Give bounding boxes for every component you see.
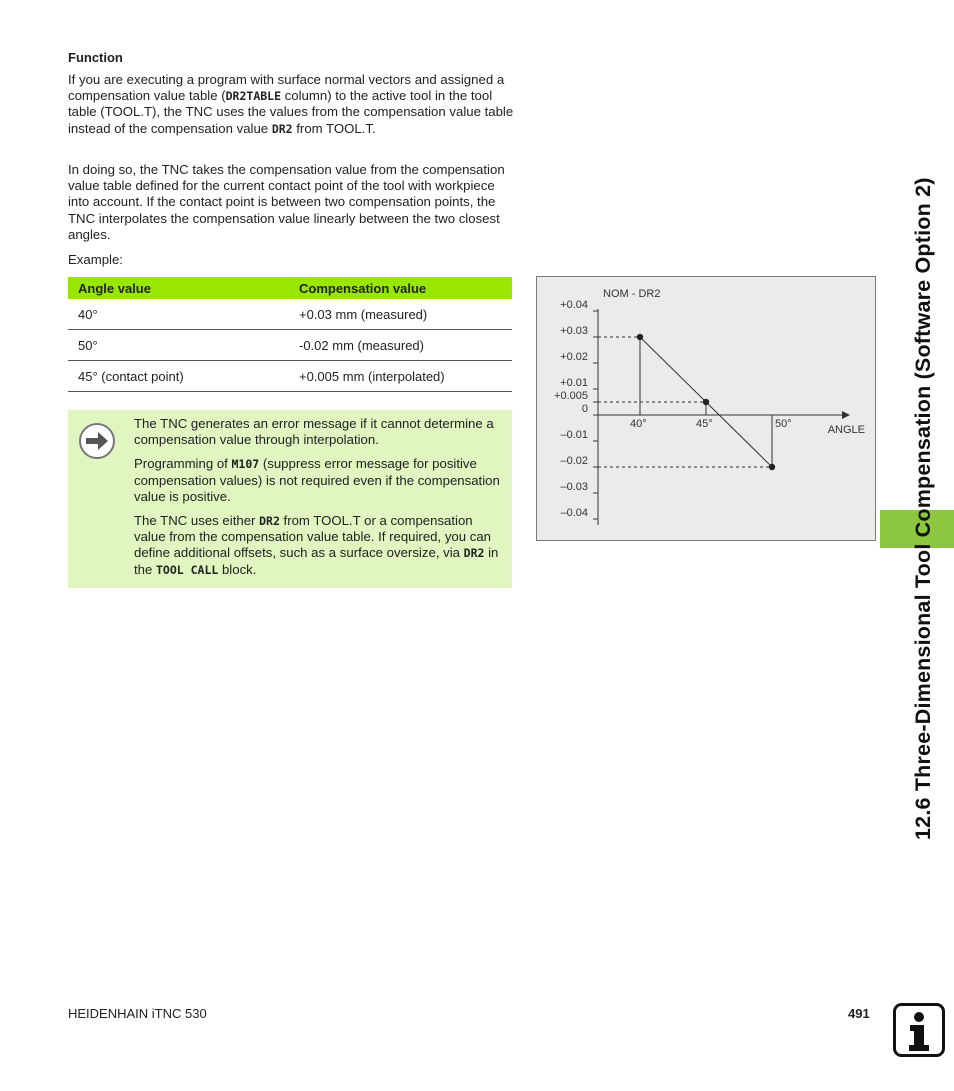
x-tick-label: 45° <box>696 418 713 430</box>
compensation-table <box>68 277 512 392</box>
paragraph-interpolation: In doing so, the TNC takes the compensation value from the compensation value table defined for the current contact point of the tool with workpiece into account. If the contact point is between two compensation points, the TNC interpolates the compensation value linearly between the two closest angles. <box>68 162 505 242</box>
chart-panel <box>536 276 876 541</box>
y-tick-label: –0.03 <box>560 481 588 493</box>
y-tick-label: –0.01 <box>560 429 588 441</box>
code-dr2table: DR2TABLE <box>225 89 282 104</box>
note-text <box>134 416 506 586</box>
y-tick-label: +0.02 <box>560 351 588 363</box>
table-row <box>68 361 512 392</box>
y-tick-label: +0.04 <box>560 299 588 311</box>
y-tick-label: +0.03 <box>560 325 588 337</box>
table-cell: +0.005 mm (interpolated) <box>290 361 512 392</box>
page-number: 491 <box>848 1006 870 1021</box>
table-cell: -0.02 mm (measured) <box>290 330 512 361</box>
x-tick-label: 40° <box>630 418 647 430</box>
column-header-angle: Angle value <box>68 277 290 299</box>
y-tick-label: –0.02 <box>560 455 588 467</box>
table-cell: 45° (contact point) <box>68 361 290 392</box>
note-paragraph-error: The TNC generates an error message if it cannot determine a compensation value through interpolation. <box>134 416 494 448</box>
section-heading: Function <box>68 50 123 65</box>
y-tick-label: 0 <box>581 403 588 415</box>
code-dr2: DR2 <box>259 514 280 529</box>
compensation-chart <box>537 277 877 542</box>
data-point <box>769 464 775 470</box>
table-cell: +0.03 mm (measured) <box>290 299 512 330</box>
text-run: block. <box>218 561 257 577</box>
text-run: from TOOL.T. <box>292 120 376 136</box>
text-run: If you are executing a program with surface normal vectors and assigned a compensation value table ( <box>68 72 505 104</box>
table-row <box>68 299 512 330</box>
note-paragraph-dr2 <box>134 513 506 578</box>
text-run: (suppress error message for positive compensation values) is not required even if the compensation value is positive. <box>134 456 500 504</box>
data-point <box>637 334 643 340</box>
text-run: Programming of <box>134 456 232 472</box>
code-dr2: DR2 <box>463 546 485 561</box>
info-icon <box>893 1003 945 1057</box>
y-tick-label: –0.04 <box>560 507 588 519</box>
table-cell: 50° <box>68 330 290 361</box>
text-run: in the <box>134 545 499 577</box>
y-tick-label: +0.01 <box>560 377 588 389</box>
note-paragraph-m107 <box>134 456 506 505</box>
code-m107: M107 <box>231 457 260 472</box>
table-header-row <box>68 277 512 299</box>
text-run: column) to the active tool in the tool table (TOOL.T), the TNC uses the values from the compensation value table instead of the compensation value <box>68 88 514 136</box>
x-axis-arrow <box>842 411 850 419</box>
text-run: The TNC uses either <box>134 513 260 529</box>
chapter-title: 12.6 Three-Dimensional Tool Compensation (Software Option 2) <box>911 177 935 840</box>
footer-product: HEIDENHAIN iTNC 530 <box>68 1006 207 1021</box>
x-axis-label: ANGLE <box>827 424 865 436</box>
code-dr2: DR2 <box>271 121 293 136</box>
table-row <box>68 330 512 361</box>
x-tick-label: 50° <box>775 418 792 430</box>
y-axis-label: NOM - DR2 <box>603 288 661 300</box>
y-tick-label: +0.005 <box>554 390 588 402</box>
code-tool-call: TOOL CALL <box>156 562 219 577</box>
column-header-compensation: Compensation value <box>290 277 512 299</box>
data-point <box>703 399 709 405</box>
text-run: from TOOL.T or a compensation value from the compensation value table. If required, you can define additional offsets, such as a surface oversize, via <box>134 513 492 561</box>
table-cell: 40° <box>68 299 290 330</box>
arrow-right-icon <box>78 422 116 460</box>
paragraph-function <box>68 72 516 137</box>
paragraph-example: Example: <box>68 252 123 267</box>
